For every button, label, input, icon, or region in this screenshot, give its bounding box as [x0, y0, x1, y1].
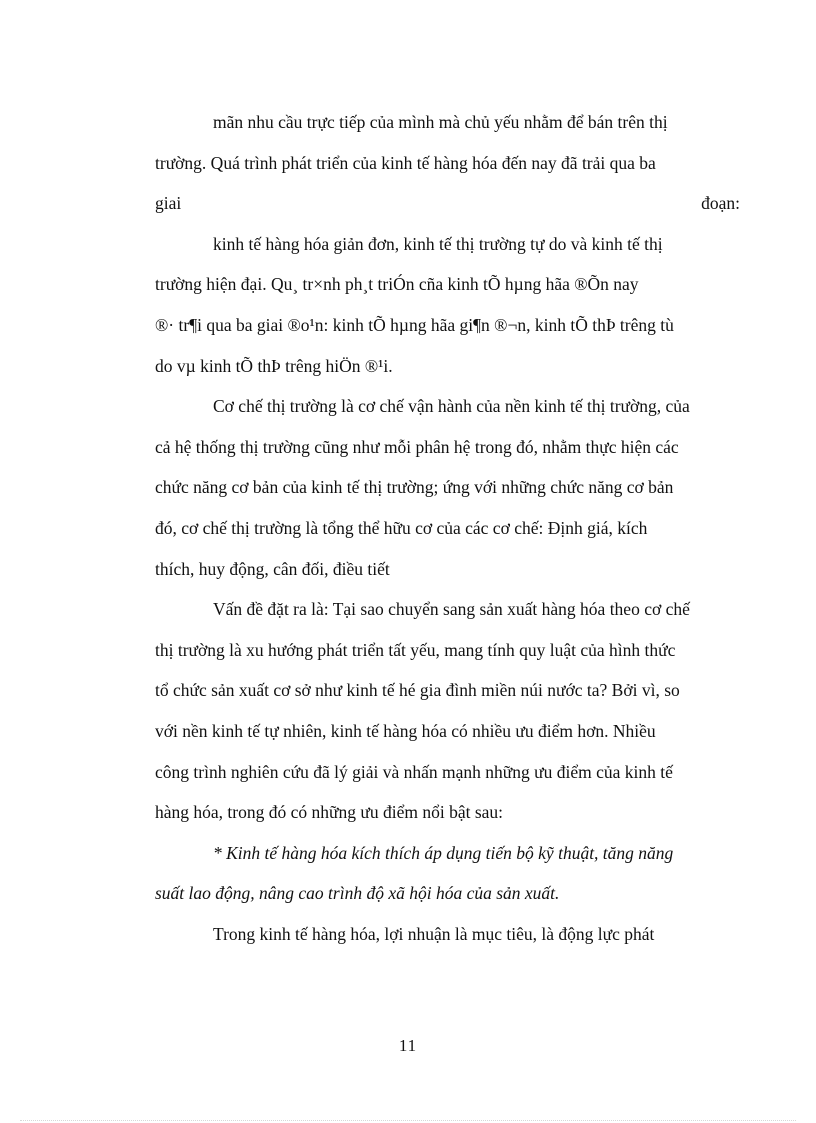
text-line: thị trường là xu hướng phát triển tất yếu, mang tính quy luật của hình thức — [155, 639, 676, 660]
page-bottom-divider — [20, 1120, 796, 1121]
text-fragment: giai — [155, 193, 182, 214]
text-line: trường. Quá trình phát triển của kinh tế hàng hóa đến nay đã trải qua ba — [155, 152, 656, 173]
text-line: ®· tr¶i qua ba giai ®o¹n: kinh tÕ hµng hãa gi¶n ®¬n, kinh tÕ thÞ trêng tù — [155, 314, 674, 335]
page-number: 11 — [398, 1036, 418, 1055]
body-text — [155, 102, 740, 954]
paragraph-6 — [155, 914, 740, 955]
paragraph-4 — [155, 589, 740, 833]
text-line: công trình nghiên cứu đã lý giải và nhấn mạnh những ưu điểm của kinh tế — [155, 761, 673, 782]
paragraph-5-italic — [155, 833, 740, 914]
text-line: trường hiện đại. Qu¸ tr×nh ph¸t triÓn cña kinh tÕ hµng hãa ®Õn nay — [155, 274, 639, 295]
text-line: Trong kinh tế hàng hóa, lợi nhuận là mục tiêu, là động lực phát — [213, 923, 655, 944]
text-line-split — [155, 183, 740, 224]
text-line: tổ chức sản xuất cơ sở như kinh tế hé gia đình miền núi nước ta? Bởi vì, so — [155, 680, 680, 701]
text-line: đó, cơ chế thị trường là tổng thể hữu cơ của các cơ chế: Định giá, kích — [155, 517, 648, 538]
text-line: Vấn đề đặt ra là: Tại sao chuyển sang sản xuất hàng hóa theo cơ chế — [213, 599, 690, 620]
text-line: hàng hóa, trong đó có những ưu điểm nổi bật sau: — [155, 802, 504, 823]
text-line: Cơ chế thị trường là cơ chế vận hành của nền kinh tế thị trường, của — [213, 396, 690, 417]
text-line: do vµ kinh tÕ thÞ trêng hiÖn ®¹i. — [155, 355, 393, 376]
text-line: mãn nhu cầu trực tiếp của mình mà chủ yếu nhằm để bán trên thị — [213, 112, 668, 132]
text-line: suất lao động, nâng cao trình độ xã hội hóa của sản xuất. — [155, 883, 560, 904]
text-line: kinh tế hàng hóa giản đơn, kinh tế thị trường tự do và kinh tế thị — [213, 233, 663, 254]
text-line: chức năng cơ bản của kinh tế thị trường; ứng với những chức năng cơ bản — [155, 477, 674, 498]
text-fragment: đoạn: — [701, 193, 740, 214]
text-line: * Kinh tế hàng hóa kích thích áp dụng tiến bộ kỹ thuật, tăng năng — [213, 842, 674, 863]
paragraph-3 — [155, 386, 740, 589]
text-line: thích, huy động, cân đối, điều tiết — [155, 558, 390, 579]
paragraph-2 — [155, 224, 740, 386]
paragraph-1 — [155, 102, 740, 224]
text-line: với nền kinh tế tự nhiên, kinh tế hàng hóa có nhiều ưu điểm hơn. Nhiều — [155, 720, 656, 741]
text-line: cả hệ thống thị trường cũng như mỗi phân hệ trong đó, nhằm thực hiện các — [155, 436, 679, 457]
